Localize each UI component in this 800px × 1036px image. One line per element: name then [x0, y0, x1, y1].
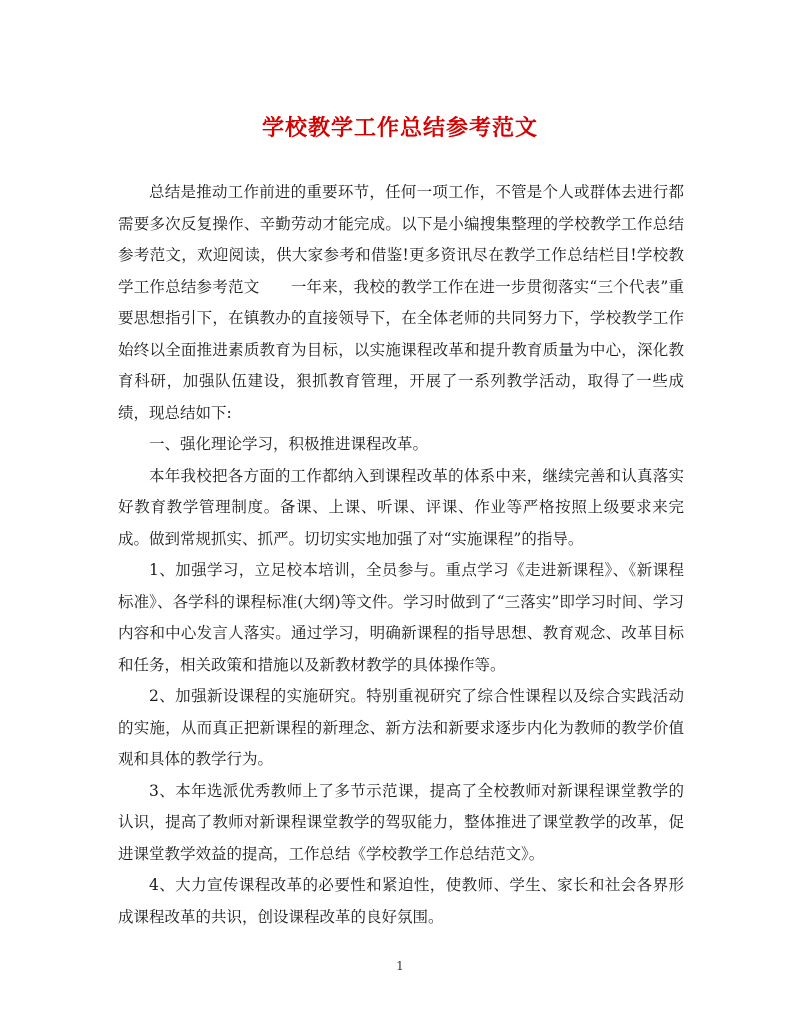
intro-paragraph: 总结是推动工作前进的重要环节，任何一项工作，不管是个人或群体去进行都需要多次反复操作、辛勤劳动才能完成。以下是小编搜集整理的学校教学工作总结参考范文，欢迎阅读，供大家参考和借鉴!更多资讯尽在教学工作总结栏目!学校教学工作总结参考范文 一年来，我校的教学工作在进一步贯彻落实“三个代表”重要思想指引下，在镇教办的直接领导下，在全体老师的共同努力下，学校教学工作始终以全面推进素质教育为目标，以实施课程改革和提升教育质量为中心，深化教育科研，加强队伍建设，狠抓教育管理，开展了一系列教学活动，取得了一些成绩，现总结如下:	[118, 183, 684, 422]
list-item-3: 3、本年选派优秀教师上了多节示范课，提高了全校教师对新课程课堂教学的认识，提高了教师对新课程课堂教学的驾驭能力，整体推进了课堂教学的改革，促进课堂教学效益的提高，工作总结《学校教学工作总结范文》。	[118, 781, 684, 863]
list-item-4: 4、大力宣传课程改革的必要性和紧迫性，使教师、学生、家长和社会各界形成课程改革的共识，创设课程改革的良好氛围。	[118, 876, 684, 926]
list-item-2: 2、加强新设课程的实施研究。特别重视研究了综合性课程以及综合实践活动的实施，从而真正把新课程的新理念、新方法和新要求逐步内化为教师的教学价值观和具体的教学行为。	[118, 687, 684, 768]
document-title: 学校教学工作总结参考范文	[261, 115, 538, 141]
body-paragraph: 本年我校把各方面的工作都纳入到课程改革的体系中来，继续完善和认真落实好教育教学管理制度。备课、上课、听课、评课、作业等严格按照上级要求来完成。做到常规抓实、抓严。切切实实地加强了对“实施课程”的指导。	[118, 466, 684, 548]
section-heading-1: 一、强化理论学习，积极推进课程改革。	[149, 435, 429, 453]
list-item-1: 1、加强学习，立足校本培训，全员参与。重点学习《走进新课程》、《新课程标准》、各学科的课程标准(大纲)等文件。学习时做到了“三落实”即学习时间、学习内容和中心发言人落实。通过学习，明确新课程的指导思想、教育观念、改革目标和任务，相关政策和措施以及新教材教学的具体操作等。	[118, 561, 684, 674]
document-body	[118, 177, 684, 933]
page-number: 1	[396, 959, 404, 973]
